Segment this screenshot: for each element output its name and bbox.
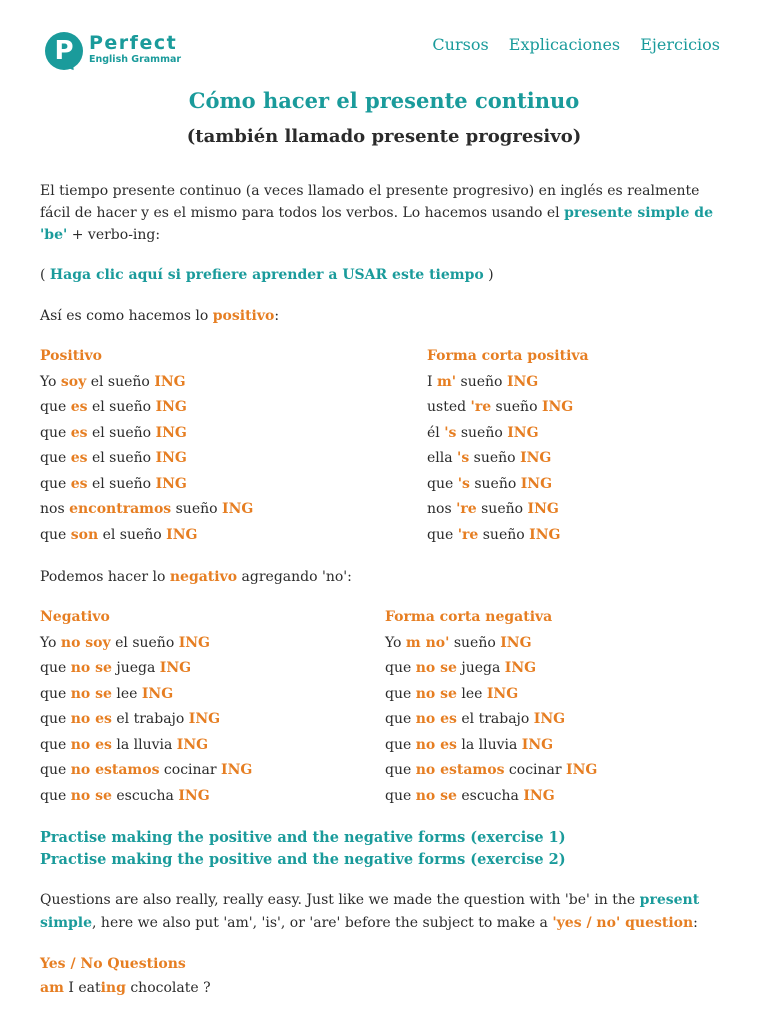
ing-suffix: ING: [504, 660, 537, 676]
positive-highlight: positivo: [212, 308, 275, 324]
subject-word: que: [40, 424, 71, 441]
subject-word: que: [385, 736, 416, 753]
subject-word: que: [427, 475, 458, 492]
subject-word: nos: [40, 501, 70, 517]
verb-form: no es: [415, 736, 457, 753]
verb-form: no soy: [60, 634, 111, 651]
usage-open-paren: (: [40, 267, 50, 283]
verb-form: 're: [470, 399, 492, 415]
yes-no-heading: Yes / No Questions: [40, 956, 186, 972]
table-row: [40, 472, 253, 498]
verb-word: lee: [111, 685, 142, 702]
table-row: [40, 395, 253, 421]
ing-suffix: ING: [486, 685, 519, 702]
subject-word: que: [40, 450, 71, 466]
table-row: [40, 523, 253, 549]
table-row: [40, 682, 252, 708]
ing-suffix: ING: [541, 399, 574, 415]
verb-word: sueño: [491, 399, 542, 415]
negative-highlight: negativo: [169, 569, 238, 585]
ing-suffix: ING: [507, 424, 539, 441]
verb-word: cocinar: [504, 762, 567, 778]
example-mid: I eat: [63, 980, 101, 996]
table-row: [427, 370, 589, 396]
table-row: [40, 656, 252, 682]
verb-form: no es: [415, 711, 457, 727]
negative-table: [40, 605, 252, 809]
verb-word: el sueño: [98, 526, 167, 543]
verb-form: no se: [70, 660, 112, 676]
questions-paragraph: [40, 889, 730, 935]
verb-word: el sueño: [86, 373, 155, 390]
logo-p-icon: P: [45, 32, 83, 70]
ing-suffix: ING: [178, 787, 210, 804]
verb-word: el trabajo: [111, 711, 189, 727]
verb-form: no es: [70, 711, 112, 727]
verb-word: sueño: [449, 634, 501, 651]
subject-word: que: [40, 711, 71, 727]
ing-suffix: ING: [155, 424, 187, 441]
intro-text-1: El tiempo presente continuo (a veces llamado el presente progresivo) en inglés es realmente fácil de hacer y es el mismo para todos los verbos. Lo hacemos usando el: [40, 183, 700, 221]
ing-suffix: ING: [188, 711, 221, 727]
usage-link[interactable]: Haga clic aquí si prefiere aprender a USAR este tiempo: [49, 267, 484, 283]
verb-word: sueño: [469, 450, 521, 466]
verb-word: la lluvia: [111, 736, 177, 753]
table-row: [385, 631, 597, 657]
verb-word: sueño: [476, 501, 528, 517]
verb-form: no estamos: [415, 762, 505, 778]
verb-word: sueño: [469, 475, 521, 492]
verb-word: cocinar: [159, 762, 222, 778]
ing-suffix: ING: [176, 736, 209, 753]
yes-no-question-highlight: 'yes / no' question: [552, 915, 694, 931]
subject-word: que: [40, 526, 71, 543]
subject-word: que: [385, 711, 416, 727]
verb-word: escucha: [111, 787, 179, 804]
subject-word: que: [40, 685, 71, 702]
ing-suffix: ING: [566, 762, 598, 778]
verb-word: la lluvia: [456, 736, 522, 753]
verb-form: 's: [457, 450, 470, 466]
verb-form: m no': [405, 634, 450, 651]
verb-word: sueño: [456, 424, 508, 441]
table-row: [40, 497, 253, 523]
am-word: am: [40, 980, 64, 996]
questions-text-3: :: [693, 915, 698, 931]
ing-suffix: ING: [155, 450, 187, 466]
ing-suffix: ING: [141, 685, 174, 702]
verb-word: el sueño: [87, 450, 156, 466]
table-heading: Forma corta positiva: [427, 348, 589, 364]
verb-form: m': [436, 373, 457, 390]
logo-wordmark: Perfect: [89, 32, 178, 54]
subject-word: que: [385, 660, 416, 676]
subject-word: que: [385, 685, 416, 702]
intro-paragraph: [40, 180, 730, 246]
verb-word: escucha: [456, 787, 524, 804]
table-row: [40, 446, 253, 472]
ing-suffix: ING: [520, 450, 552, 466]
ing-suffix: ING: [506, 373, 539, 390]
logo-subtitle: English Grammar: [89, 54, 182, 65]
table-row: [40, 370, 253, 396]
subject-word: que: [385, 787, 416, 804]
positive-intro-text: Así es como hacemos lo: [40, 308, 213, 324]
verb-word: sueño: [171, 501, 223, 517]
ing-suffix: ING: [527, 501, 559, 517]
ing-suffix: ING: [521, 736, 554, 753]
ing-suffix: ING: [520, 475, 553, 492]
verb-form: 're: [456, 501, 477, 517]
yes-no-example: [40, 976, 730, 1000]
verb-form: es: [70, 399, 88, 415]
subject-word: que: [385, 762, 416, 778]
table-row: [427, 395, 589, 421]
yes-no-section: [40, 952, 730, 1000]
presente-simple-be-link[interactable]: presente simple de 'be': [40, 205, 713, 243]
subject-word: que: [40, 660, 71, 676]
site-logo[interactable]: [45, 32, 185, 72]
ing-suffix: ING: [166, 526, 198, 543]
main-nav: [417, 35, 720, 54]
verb-form: 's: [444, 424, 457, 441]
verb-form: no se: [70, 685, 112, 702]
table-heading: Negativo: [40, 609, 110, 625]
ing-suffix: ING: [500, 634, 532, 651]
present-simple-link[interactable]: present simple: [40, 892, 700, 931]
subject-word: nos: [427, 501, 457, 517]
verb-word: juega: [456, 660, 505, 676]
questions-text-2: , here we also put 'am', 'is', or 'are' before the subject to make a: [92, 915, 553, 931]
subject-word: que: [40, 736, 71, 753]
nav-cursos[interactable]: Cursos: [432, 35, 489, 54]
table-row: [427, 421, 589, 447]
subject-word: que: [40, 475, 71, 492]
ing-suffix: ing: [100, 980, 126, 996]
usage-close-paren: ): [483, 267, 494, 283]
subject-word: que: [40, 762, 71, 778]
table-row: [427, 497, 589, 523]
subject-word: que: [40, 399, 71, 415]
verb-form: es: [70, 424, 88, 441]
subject-word: Yo: [40, 634, 61, 651]
positive-intro: [40, 305, 730, 327]
intro-text-2: + verbo-ing:: [67, 227, 161, 243]
negative-short-table: [385, 605, 597, 809]
verb-form: no es: [70, 736, 112, 753]
ing-suffix: ING: [222, 501, 254, 517]
ing-suffix: ING: [221, 762, 253, 778]
table-row: [40, 421, 253, 447]
verb-form: 're: [457, 526, 479, 543]
subject-word: I: [427, 373, 437, 390]
verb-form: es: [70, 450, 88, 466]
site-header: [0, 0, 768, 80]
subject-word: él: [427, 424, 445, 441]
table-heading: Forma corta negativa: [385, 609, 553, 625]
verb-form: encontramos: [69, 501, 172, 517]
verb-form: es: [70, 475, 88, 492]
verb-word: lee: [456, 685, 487, 702]
subject-word: Yo: [385, 634, 406, 651]
exercise-links: [40, 827, 730, 871]
ing-suffix: ING: [523, 787, 555, 804]
exercise-1-link[interactable]: Practise making the positive and the negative forms (exercise 1): [40, 829, 566, 846]
verb-form: no se: [415, 787, 457, 804]
verb-word: el sueño: [87, 475, 156, 492]
ing-suffix: ING: [178, 634, 211, 651]
table-row: [427, 446, 589, 472]
table-row: [385, 656, 597, 682]
subject-word: ella: [427, 450, 458, 466]
example-end: chocolate ?: [125, 980, 211, 996]
table-row: [40, 758, 252, 784]
verb-word: el sueño: [110, 634, 179, 651]
verb-form: 's: [457, 475, 470, 492]
ing-suffix: ING: [155, 399, 187, 415]
table-row: [40, 631, 252, 657]
ing-suffix: ING: [154, 373, 186, 390]
questions-text-1: Questions are also really, really easy. Just like we made the question with 'be' in the: [40, 892, 640, 908]
nav-explicaciones[interactable]: Explicaciones: [508, 35, 621, 54]
table-row: [385, 707, 597, 733]
ing-suffix: ING: [529, 526, 561, 543]
positive-intro-end: :: [274, 308, 280, 324]
table-heading: Positivo: [40, 348, 102, 364]
verb-word: el trabajo: [456, 711, 534, 727]
page-title: Cómo hacer el presente continuo: [188, 88, 580, 113]
verb-form: no estamos: [70, 762, 160, 778]
positive-table: [40, 344, 253, 548]
positive-short-table: [427, 344, 589, 548]
table-row: [385, 758, 597, 784]
table-row: [427, 523, 589, 549]
table-row: [385, 784, 597, 810]
verb-form: no se: [70, 787, 112, 804]
ing-suffix: ING: [155, 475, 187, 492]
subject-word: que: [40, 787, 71, 804]
subject-word: Yo: [40, 373, 61, 390]
ing-suffix: ING: [533, 711, 566, 727]
verb-form: soy: [60, 373, 87, 390]
subject-word: que: [427, 526, 458, 543]
verb-word: sueño: [456, 373, 507, 390]
verb-form: son: [70, 526, 99, 543]
negative-intro-text: Podemos hacer lo: [40, 569, 170, 585]
table-row: [40, 784, 252, 810]
verb-form: no se: [415, 660, 457, 676]
verb-word: el sueño: [87, 424, 156, 441]
negative-intro: [40, 566, 730, 588]
ing-suffix: ING: [159, 660, 192, 676]
verb-word: sueño: [478, 526, 530, 543]
table-row: [40, 733, 252, 759]
negative-intro-end: agregando 'no':: [237, 569, 352, 585]
exercise-2-link[interactable]: Practise making the positive and the negative forms (exercise 2): [40, 851, 566, 868]
subject-word: usted: [427, 399, 471, 415]
table-row: [385, 733, 597, 759]
nav-ejercicios[interactable]: Ejercicios: [640, 35, 720, 54]
page-subtitle: (también llamado presente progresivo): [186, 126, 582, 147]
table-row: [427, 472, 589, 498]
table-row: [40, 707, 252, 733]
verb-word: juega: [111, 660, 160, 676]
table-row: [385, 682, 597, 708]
usage-link-line: [40, 264, 730, 286]
verb-form: no se: [415, 685, 457, 702]
verb-word: el sueño: [87, 399, 156, 415]
